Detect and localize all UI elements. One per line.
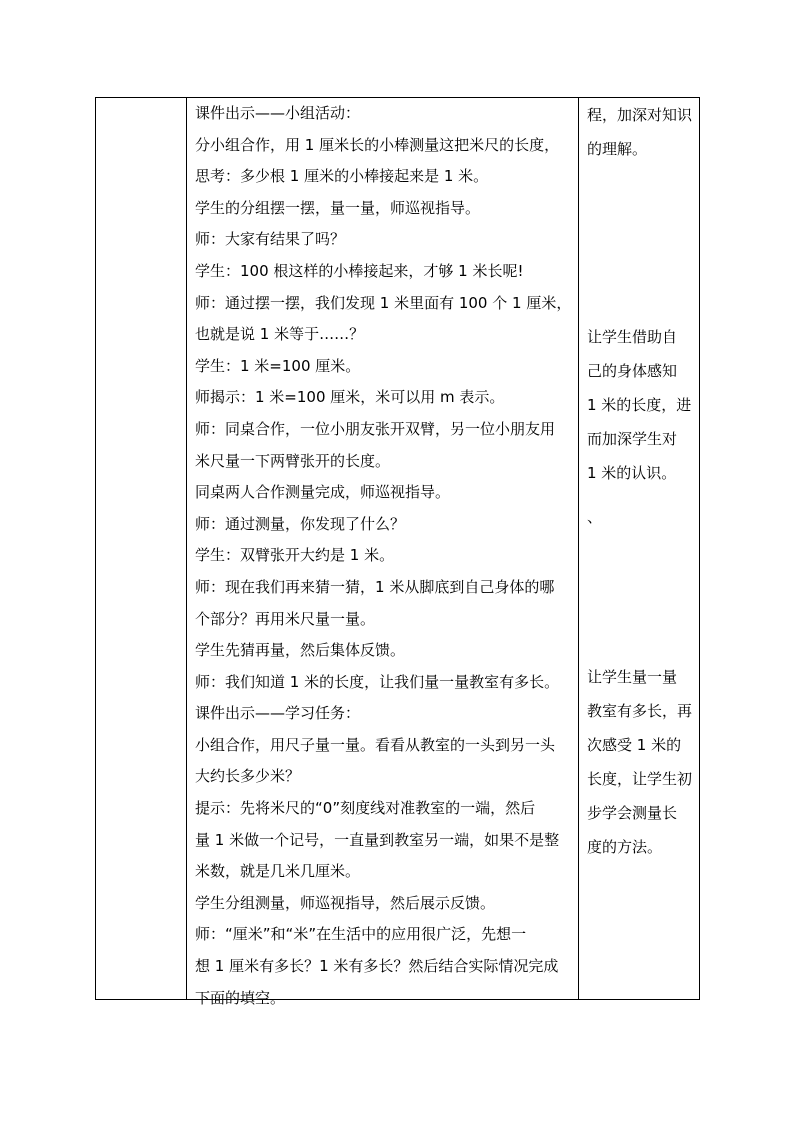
design-intent-column — [579, 98, 699, 999]
activity-line: 米尺量一下两臂张开的长度。 — [195, 451, 391, 470]
design-note-line: 步学会测量长 — [587, 804, 678, 822]
activity-line: 师：通过摆一摆，我们发现 1 米里面有 100 个 1 厘米， — [195, 293, 572, 312]
design-note-1 — [587, 98, 697, 166]
design-note-line: 、 — [587, 508, 603, 526]
activity-line: 也就是说 1 米等于……？ — [195, 325, 365, 344]
activity-line: 大约长多少米？ — [195, 767, 301, 786]
activity-line: 思考：多少根 1 厘米的小棒接起来是 1 米。 — [195, 167, 489, 186]
activity-line: 想 1 厘米有多长？1 米有多长？然后结合实际情况完成 — [195, 957, 559, 976]
design-note-line: 次感受 1 米的 — [587, 736, 682, 754]
activity-line: 同桌两人合作测量完成，师巡视指导。 — [195, 483, 451, 502]
lesson-table — [95, 97, 700, 1007]
activity-line: 量 1 米做一个记号，一直量到教室另一端，如果不是整 — [195, 830, 560, 849]
activity-line: 分小组合作，用 1 厘米长的小棒测量这把米尺的长度， — [195, 135, 560, 154]
activity-line: 学生：1 米=100 厘米。 — [195, 356, 361, 375]
activity-line: 师：我们知道 1 米的长度，让我们量一量教室有多长。 — [195, 672, 560, 691]
activity-line: 师：现在我们再来猜一猜，1 米从脚底到自己身体的哪 — [195, 577, 555, 596]
punctuation-mark — [587, 500, 697, 534]
design-note-line: 而加深学生对 — [587, 430, 678, 448]
activity-line: 师：大家有结果了吗？ — [195, 230, 346, 249]
design-note-line: 1 米的认识。 — [587, 464, 677, 482]
activity-line: 学生：双臂张开大约是 1 米。 — [195, 546, 395, 565]
activity-line: 学生分组测量，师巡视指导，然后展示反馈。 — [195, 893, 496, 912]
design-note-line: 让学生量一量 — [587, 668, 678, 686]
activity-line: 米数，就是几米几厘米。 — [195, 862, 361, 881]
activity-line: 师：通过测量，你发现了什么？ — [195, 514, 406, 533]
activity-line: 师：“厘米”和“米”在生活中的应用很广泛，先想一 — [195, 925, 527, 944]
design-note-2 — [587, 320, 697, 490]
design-note-3 — [587, 660, 697, 864]
activity-line: 个部分？再用米尺量一量。 — [195, 609, 376, 628]
activity-line: 课件出示——学习任务： — [195, 704, 361, 723]
activity-line: 课件出示——小组活动： — [195, 104, 361, 122]
activity-line: 提示：先将米尺的“0”刻度线对准教室的一端，然后 — [195, 799, 536, 818]
activity-line: 学生的分组摆一摆，量一量，师巡视指导。 — [195, 198, 481, 217]
activity-line: 师揭示：1 米=100 厘米，米可以用 m 表示。 — [195, 388, 505, 407]
activity-line: 小组合作，用尺子量一量。看看从教室的一头到另一头 — [195, 735, 556, 754]
design-note-line: 让学生借助自 — [587, 328, 678, 346]
activity-line: 学生先猜再量，然后集体反馈。 — [195, 641, 406, 660]
activity-line: 师：同桌合作，一位小朋友张开双臂，另一位小朋友用 — [195, 419, 556, 438]
design-note-line: 程，加深对知识 — [587, 106, 693, 124]
activity-line: 下面的填空。 — [195, 988, 286, 1007]
activity-column — [187, 98, 579, 1007]
design-note-line: 己的身体感知 — [587, 362, 678, 380]
design-note-line: 度的方法。 — [587, 838, 663, 856]
activity-text — [195, 98, 580, 1014]
design-note-line: 长度，让学生初 — [587, 770, 693, 788]
activity-line: 学生：100 根这样的小棒接起来，才够 1 米长呢! — [195, 261, 524, 280]
design-note-line: 的理解。 — [587, 140, 648, 158]
design-note-line: 1 米的长度，进 — [587, 396, 692, 414]
design-note-line: 教室有多长，再 — [587, 702, 693, 720]
stage-column — [96, 98, 187, 999]
